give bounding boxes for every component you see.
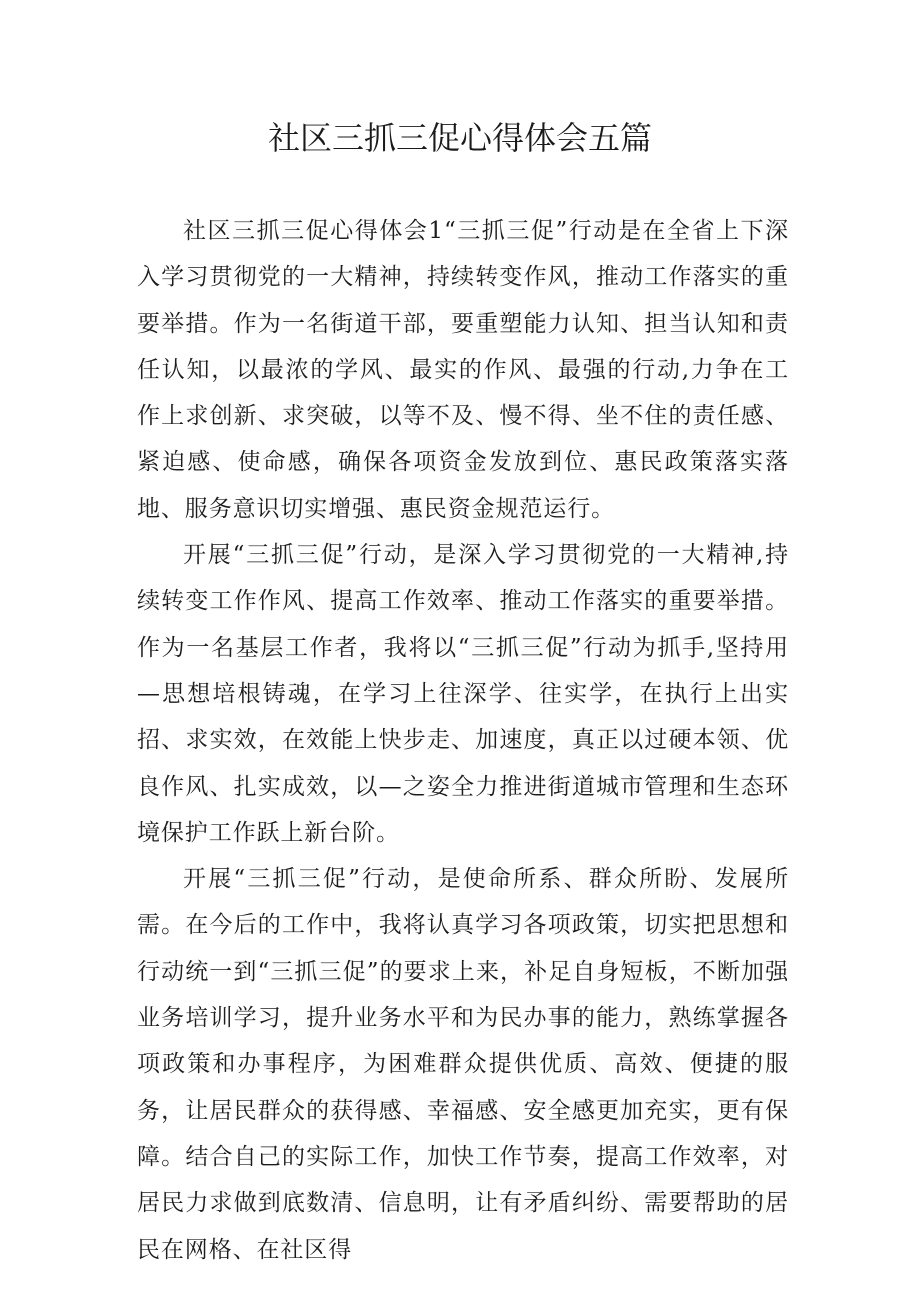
paragraph-1: 社区三抓三促心得体会1“三抓三促”行动是在全省上下深入学习贯彻党的一大精神，持续转变作风，推动工作落实的重要举措。作为一名街道干部，要重塑能力认知、担当认知和责任认知，以最浓的学风、最实的作风、最强的行动,力争在工作上求创新、求突破，以等不及、慢不得、坐不住的责任感、紧迫感、使命感，确保各项资金发放到位、惠民政策落实落地、服务意识切实增强、惠民资金规范运行。 — [137, 218, 789, 522]
paragraph-3: 开展“三抓三促”行动，是使命所系、群众所盼、发展所需。在今后的工作中，我将认真学习各项政策，切实把思想和行动统一到“三抓三促”的要求上来，补足自身短板，不断加强业务培训学习，提升业务水平和为民办事的能力，熟练掌握各项政策和办事程序，为困难群众提供优质、高效、便捷的服务，让居民群众的获得感、幸福感、安全感更加充实，更有保障。结合自己的实际工作，加快工作节奏，提高工作效率，对居民力求做到底数清、信息明，让有矛盾纠纷、需要帮助的居民在网格、在社区得 — [137, 866, 789, 1263]
document-title: 社区三抓三促心得体会五篇 — [267, 119, 652, 157]
paragraph-2: 开展“三抓三促”行动，是深入学习贯彻党的一大精神,持续转变工作作风、提高工作效率、推动工作落实的重要举措。作为一名基层工作者，我将以“三抓三促”行动为抓手,坚持用—思想培根铸魂，在学习上往深学、往实学，在执行上出实招、求实效，在效能上快步走、加速度，真正以过硬本领、优良作风、扎实成效，以—之姿全力推进街道城市管理和生态环境保护工作跃上新台阶。 — [137, 542, 789, 846]
document-body — [137, 208, 789, 1273]
